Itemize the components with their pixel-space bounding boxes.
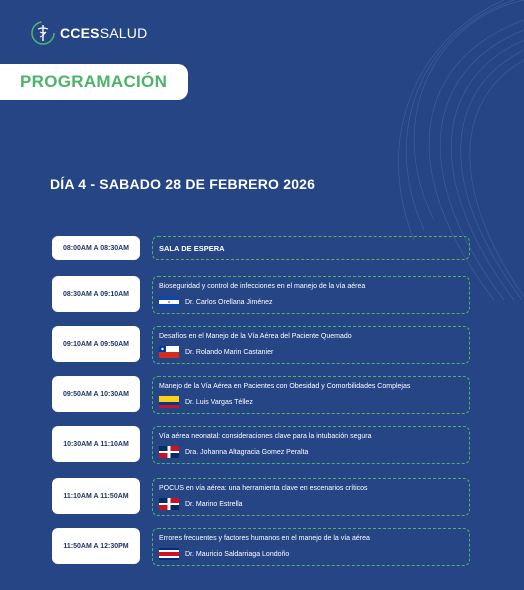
session-info: [152, 326, 470, 364]
session-topic: SALA DE ESPERA: [159, 243, 225, 253]
section-header: [0, 64, 188, 100]
time-slot: 09:50AM A 10:30AM: [52, 376, 140, 412]
time-slot: 08:00AM A 08:30AM: [52, 236, 140, 260]
speaker-name: Dr. Marino Estrella: [185, 500, 243, 508]
dominican-republic-flag-icon: [159, 498, 179, 510]
speaker-name: Dr. Mauricio Saldarriaga Londoño: [185, 550, 290, 558]
session-info: [152, 376, 470, 414]
schedule-row: [52, 376, 470, 412]
session-topic: POCUS en vía aérea: una herramienta clave en escenarios críticos: [159, 485, 368, 492]
speaker-name: Dra. Johanna Altagracia Gomez Peralta: [185, 448, 309, 456]
session-info: [152, 426, 470, 464]
speaker: [159, 346, 463, 358]
session-info: [152, 478, 470, 516]
dominican-republic-flag-icon: [159, 446, 179, 458]
speaker: [159, 498, 463, 510]
chile-flag-icon: [159, 346, 179, 358]
schedule-row: [52, 528, 470, 564]
time-slot: 08:30AM A 09:10AM: [52, 276, 140, 312]
session-topic: Errores frecuentes y factores humanos en el manejo de la vía aérea: [159, 535, 370, 542]
brand-name: CCESSALUD: [60, 25, 148, 41]
schedule-row: [52, 426, 470, 462]
day-title: DÍA 4 - SABADO 28 DE FEBRERO 2026: [50, 176, 316, 192]
speaker-name: Dr. Rolando Marin Castanier: [185, 348, 274, 356]
time-slot: 11:10AM A 11:50AM: [52, 478, 140, 514]
session-info: [152, 236, 470, 260]
el-salvador-flag-icon: [159, 296, 179, 308]
speaker: [159, 296, 463, 308]
speaker-name: Dr. Carlos Orellana Jiménez: [185, 298, 273, 306]
section-title: PROGRAMACIÓN: [20, 72, 168, 91]
schedule-row: [52, 478, 470, 514]
schedule-row: [52, 236, 470, 260]
speaker: [159, 396, 463, 408]
session-topic: Bioseguridad y control de infecciones en el manejo de la vía aérea: [159, 283, 366, 290]
speaker-name: Dr. Luis Vargas Téllez: [185, 398, 253, 406]
costa-rica-flag-icon: [159, 548, 179, 560]
schedule-row: [52, 326, 470, 362]
colombia-flag-icon: [159, 396, 179, 408]
session-info: [152, 528, 470, 566]
brand-logo: [30, 20, 147, 46]
session-topic: Manejo de la Vía Aérea en Pacientes con Obesidad y Comorbilidades Complejas: [159, 383, 411, 390]
speaker: [159, 548, 463, 560]
speaker: [159, 446, 463, 458]
session-info: [152, 276, 470, 314]
schedule-row: [52, 276, 470, 312]
session-topic: Vía aérea neonatal: consideraciones clave para la intubación segura: [159, 433, 372, 440]
caduceus-icon: [30, 20, 56, 46]
time-slot: 10:30AM A 11:10AM: [52, 426, 140, 462]
session-topic: Desafíos en el Manejo de la Vía Aérea del Paciente Quemado: [159, 333, 352, 340]
time-slot: 09:10AM A 09:50AM: [52, 326, 140, 362]
time-slot: 11:50AM A 12:30PM: [52, 528, 140, 564]
